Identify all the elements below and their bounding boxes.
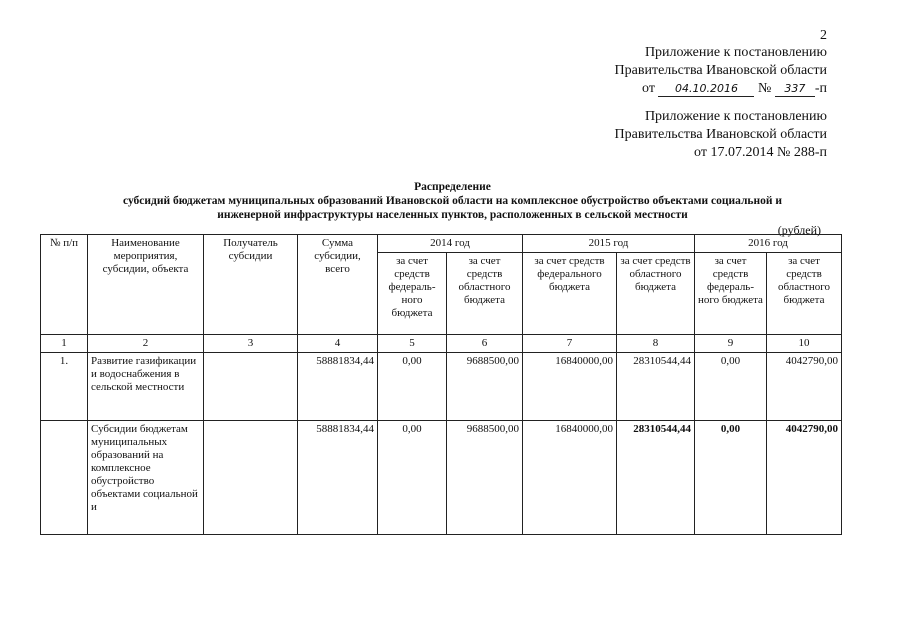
row-total: 58881834,44 bbox=[298, 421, 378, 535]
header-num: № п/п bbox=[41, 235, 88, 335]
row-reg-2015: 28310544,44 bbox=[617, 421, 695, 535]
document-title bbox=[0, 180, 905, 222]
column-number: 9 bbox=[695, 335, 767, 353]
column-number: 2 bbox=[88, 335, 204, 353]
old-appendix-line-1: Приложение к постановлению bbox=[644, 109, 827, 124]
table-row bbox=[41, 421, 842, 535]
row-fed-2015: 16840000,00 bbox=[523, 421, 617, 535]
appendix-header-new bbox=[615, 44, 827, 98]
header-reg-2015: за счет средств областного бюджета bbox=[617, 253, 695, 335]
units-label: (рублей) bbox=[777, 223, 821, 237]
header-fed-2016: за счет средств федераль-ного бюджета bbox=[695, 253, 767, 335]
row-fed-2016: 0,00 bbox=[695, 421, 767, 535]
title-line-3: инженерной инфраструктуры населенных пунктов, расположенных в сельской местности bbox=[217, 209, 688, 221]
appendix-header-old bbox=[615, 108, 827, 162]
row-recipient bbox=[204, 353, 298, 421]
old-appendix-line-3: от 17.07.2014 № 288-п bbox=[694, 145, 827, 160]
row-reg-2016: 4042790,00 bbox=[767, 353, 842, 421]
row-reg-2015: 28310544,44 bbox=[617, 353, 695, 421]
row-total: 58881834,44 bbox=[298, 353, 378, 421]
header-reg-2016: за счет средств областного бюджета bbox=[767, 253, 842, 335]
from-label: от bbox=[642, 81, 655, 96]
header-name: Наименование мероприятия, субсидии, объекта bbox=[88, 235, 204, 335]
row-fed-2014: 0,00 bbox=[378, 353, 447, 421]
header-year-2014: 2014 год bbox=[378, 235, 523, 253]
row-reg-2014: 9688500,00 bbox=[447, 353, 523, 421]
column-number: 7 bbox=[523, 335, 617, 353]
appendix-line-2: Правительства Ивановской области bbox=[614, 63, 827, 78]
column-number: 8 bbox=[617, 335, 695, 353]
handwritten-number: 337 bbox=[775, 82, 815, 97]
column-number: 4 bbox=[298, 335, 378, 353]
column-number: 10 bbox=[767, 335, 842, 353]
row-num bbox=[41, 421, 88, 535]
row-reg-2016: 4042790,00 bbox=[767, 421, 842, 535]
header-total: Сумма субсидии, всего bbox=[298, 235, 378, 335]
row-fed-2016: 0,00 bbox=[695, 353, 767, 421]
old-appendix-line-2: Правительства Ивановской области bbox=[614, 127, 827, 142]
row-fed-2014: 0,00 bbox=[378, 421, 447, 535]
header-recipient: Получатель субсидии bbox=[204, 235, 298, 335]
appendix-date-line bbox=[615, 80, 827, 98]
title-line-2: субсидий бюджетам муниципальных образований Ивановской области на комплексное обустройство объектами социальной и bbox=[123, 195, 782, 207]
row-name: Субсидии бюджетам муниципальных образований на комплексное обустройство объектами социальной и bbox=[88, 421, 204, 535]
header-year-2016: 2016 год bbox=[695, 235, 842, 253]
page-number: 2 bbox=[820, 28, 827, 43]
column-number: 5 bbox=[378, 335, 447, 353]
header-fed-2014: за счет средств федераль-ного бюджета bbox=[378, 253, 447, 335]
subsidy-table bbox=[40, 234, 842, 535]
column-number: 6 bbox=[447, 335, 523, 353]
header-fed-2015: за счет средств федерального бюджета bbox=[523, 253, 617, 335]
row-name: Развитие газификации и водоснабжения в сельской местности bbox=[88, 353, 204, 421]
appendix-line-1: Приложение к постановлению bbox=[644, 45, 827, 60]
handwritten-date: 04.10.2016 bbox=[658, 82, 754, 97]
row-fed-2015: 16840000,00 bbox=[523, 353, 617, 421]
column-number: 1 bbox=[41, 335, 88, 353]
header-row-years bbox=[41, 235, 842, 253]
number-label: № bbox=[757, 81, 772, 96]
number-suffix: -п bbox=[814, 81, 827, 96]
header-year-2015: 2015 год bbox=[523, 235, 695, 253]
row-recipient bbox=[204, 421, 298, 535]
title-line-1: Распределение bbox=[414, 181, 491, 193]
column-number: 3 bbox=[204, 335, 298, 353]
table-row bbox=[41, 353, 842, 421]
column-number-row bbox=[41, 335, 842, 353]
header-reg-2014: за счет средств областного бюджета bbox=[447, 253, 523, 335]
row-num: 1. bbox=[41, 353, 88, 421]
row-reg-2014: 9688500,00 bbox=[447, 421, 523, 535]
